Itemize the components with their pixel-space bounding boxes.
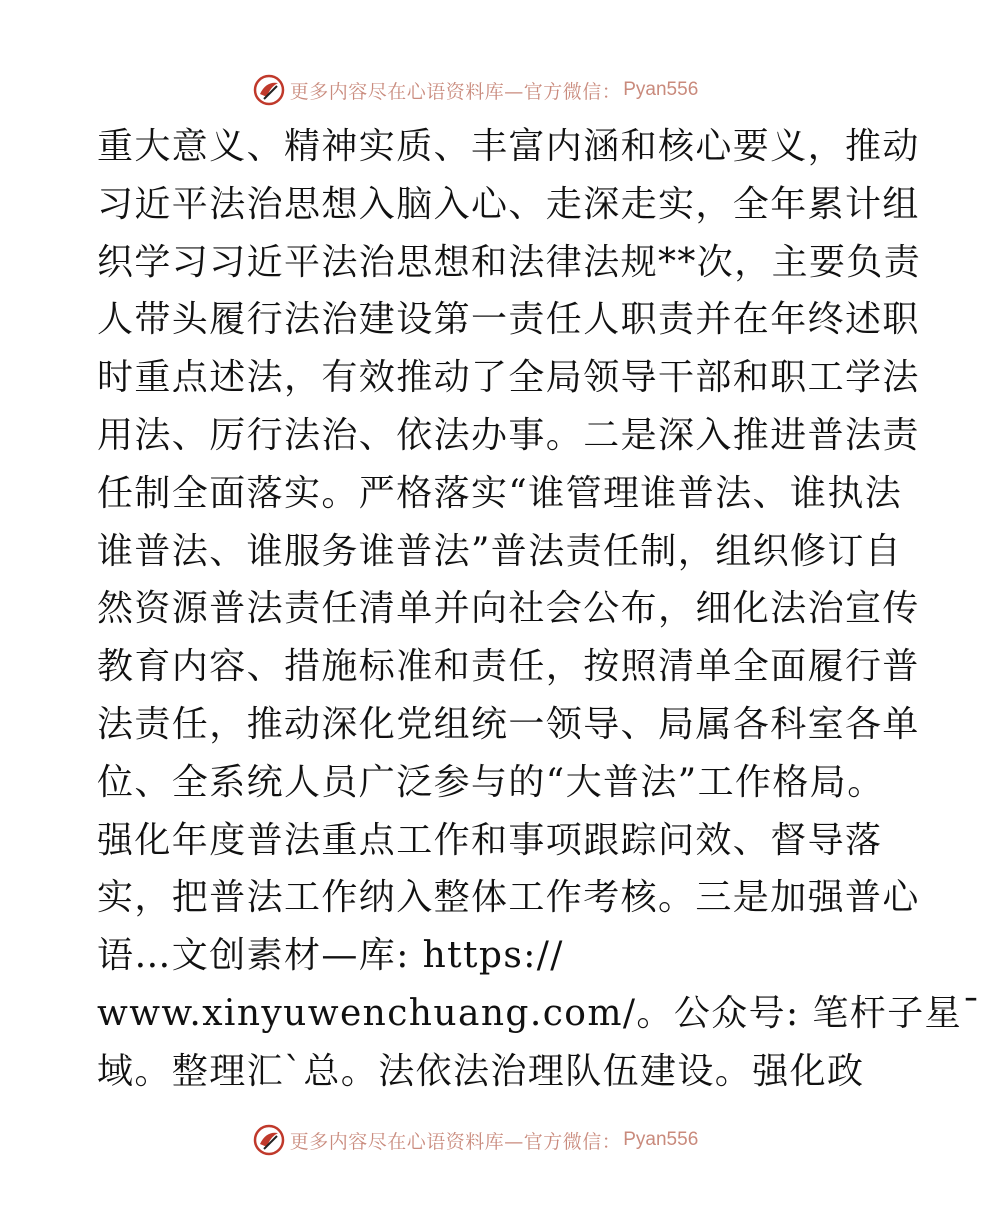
body-line: 强化年度普法重点工作和事项跟踪问效、督导落 bbox=[97, 819, 883, 861]
body-line: 教育内容、措施标准和责任，按照清单全面履行普 bbox=[97, 646, 920, 688]
body-line: 习近平法治思想入脑入心、走深走实，全年累计组 bbox=[97, 183, 920, 225]
body-line: 域。整理汇`总。法依法治理队伍建设。强化政 bbox=[97, 1050, 865, 1092]
body-line: 用法、厉行法治、依法办事。二是深入推进普法责 bbox=[97, 414, 920, 456]
document-body bbox=[97, 118, 981, 1101]
body-line: 任制全面落实。严格落实“谁管理谁普法、谁执法 bbox=[97, 472, 903, 514]
banner-text: 更多内容尽在心语资料库—官方微信： bbox=[289, 1130, 622, 1153]
body-line: 语…文创素材—库: https:// bbox=[97, 935, 564, 977]
body-line: 实，把普法工作纳入整体工作考核。三是加强普心 bbox=[97, 877, 920, 919]
body-line: 织学习习近平法治思想和法律法规**次，主要负责 bbox=[97, 241, 922, 283]
body-line: www.xinyuwenchuang.com/。公众号: 笔杆子星¯ bbox=[97, 992, 981, 1034]
body-line: 谁普法、谁服务谁普法”普法责任制，组织修订自 bbox=[97, 530, 903, 572]
body-line: 然资源普法责任清单并向社会公布，细化法治宣传 bbox=[97, 588, 920, 630]
body-line: 重大意义、精神实质、丰富内涵和核心要义，推动 bbox=[97, 126, 920, 167]
banner-wechat-id: Pyan556 bbox=[623, 79, 699, 100]
footer-watermark-banner bbox=[0, 1120, 950, 1160]
body-line: 时重点述法，有效推动了全局领导干部和职工学法 bbox=[97, 357, 920, 399]
body-line: 人带头履行法治建设第一责任人职责并在年终述职 bbox=[97, 299, 920, 341]
body-line: 位、全系统人员广泛参与的“大普法”工作格局。 bbox=[97, 761, 885, 803]
header-watermark-banner bbox=[0, 70, 950, 110]
body-line: 法责任，推动深化党组统一领导、局属各科室各单 bbox=[97, 703, 920, 745]
banner-wechat-id: Pyan556 bbox=[623, 1129, 699, 1150]
brand-logo-icon bbox=[252, 1123, 286, 1157]
banner-text: 更多内容尽在心语资料库—官方微信： bbox=[289, 80, 622, 103]
brand-logo-icon bbox=[252, 73, 286, 107]
